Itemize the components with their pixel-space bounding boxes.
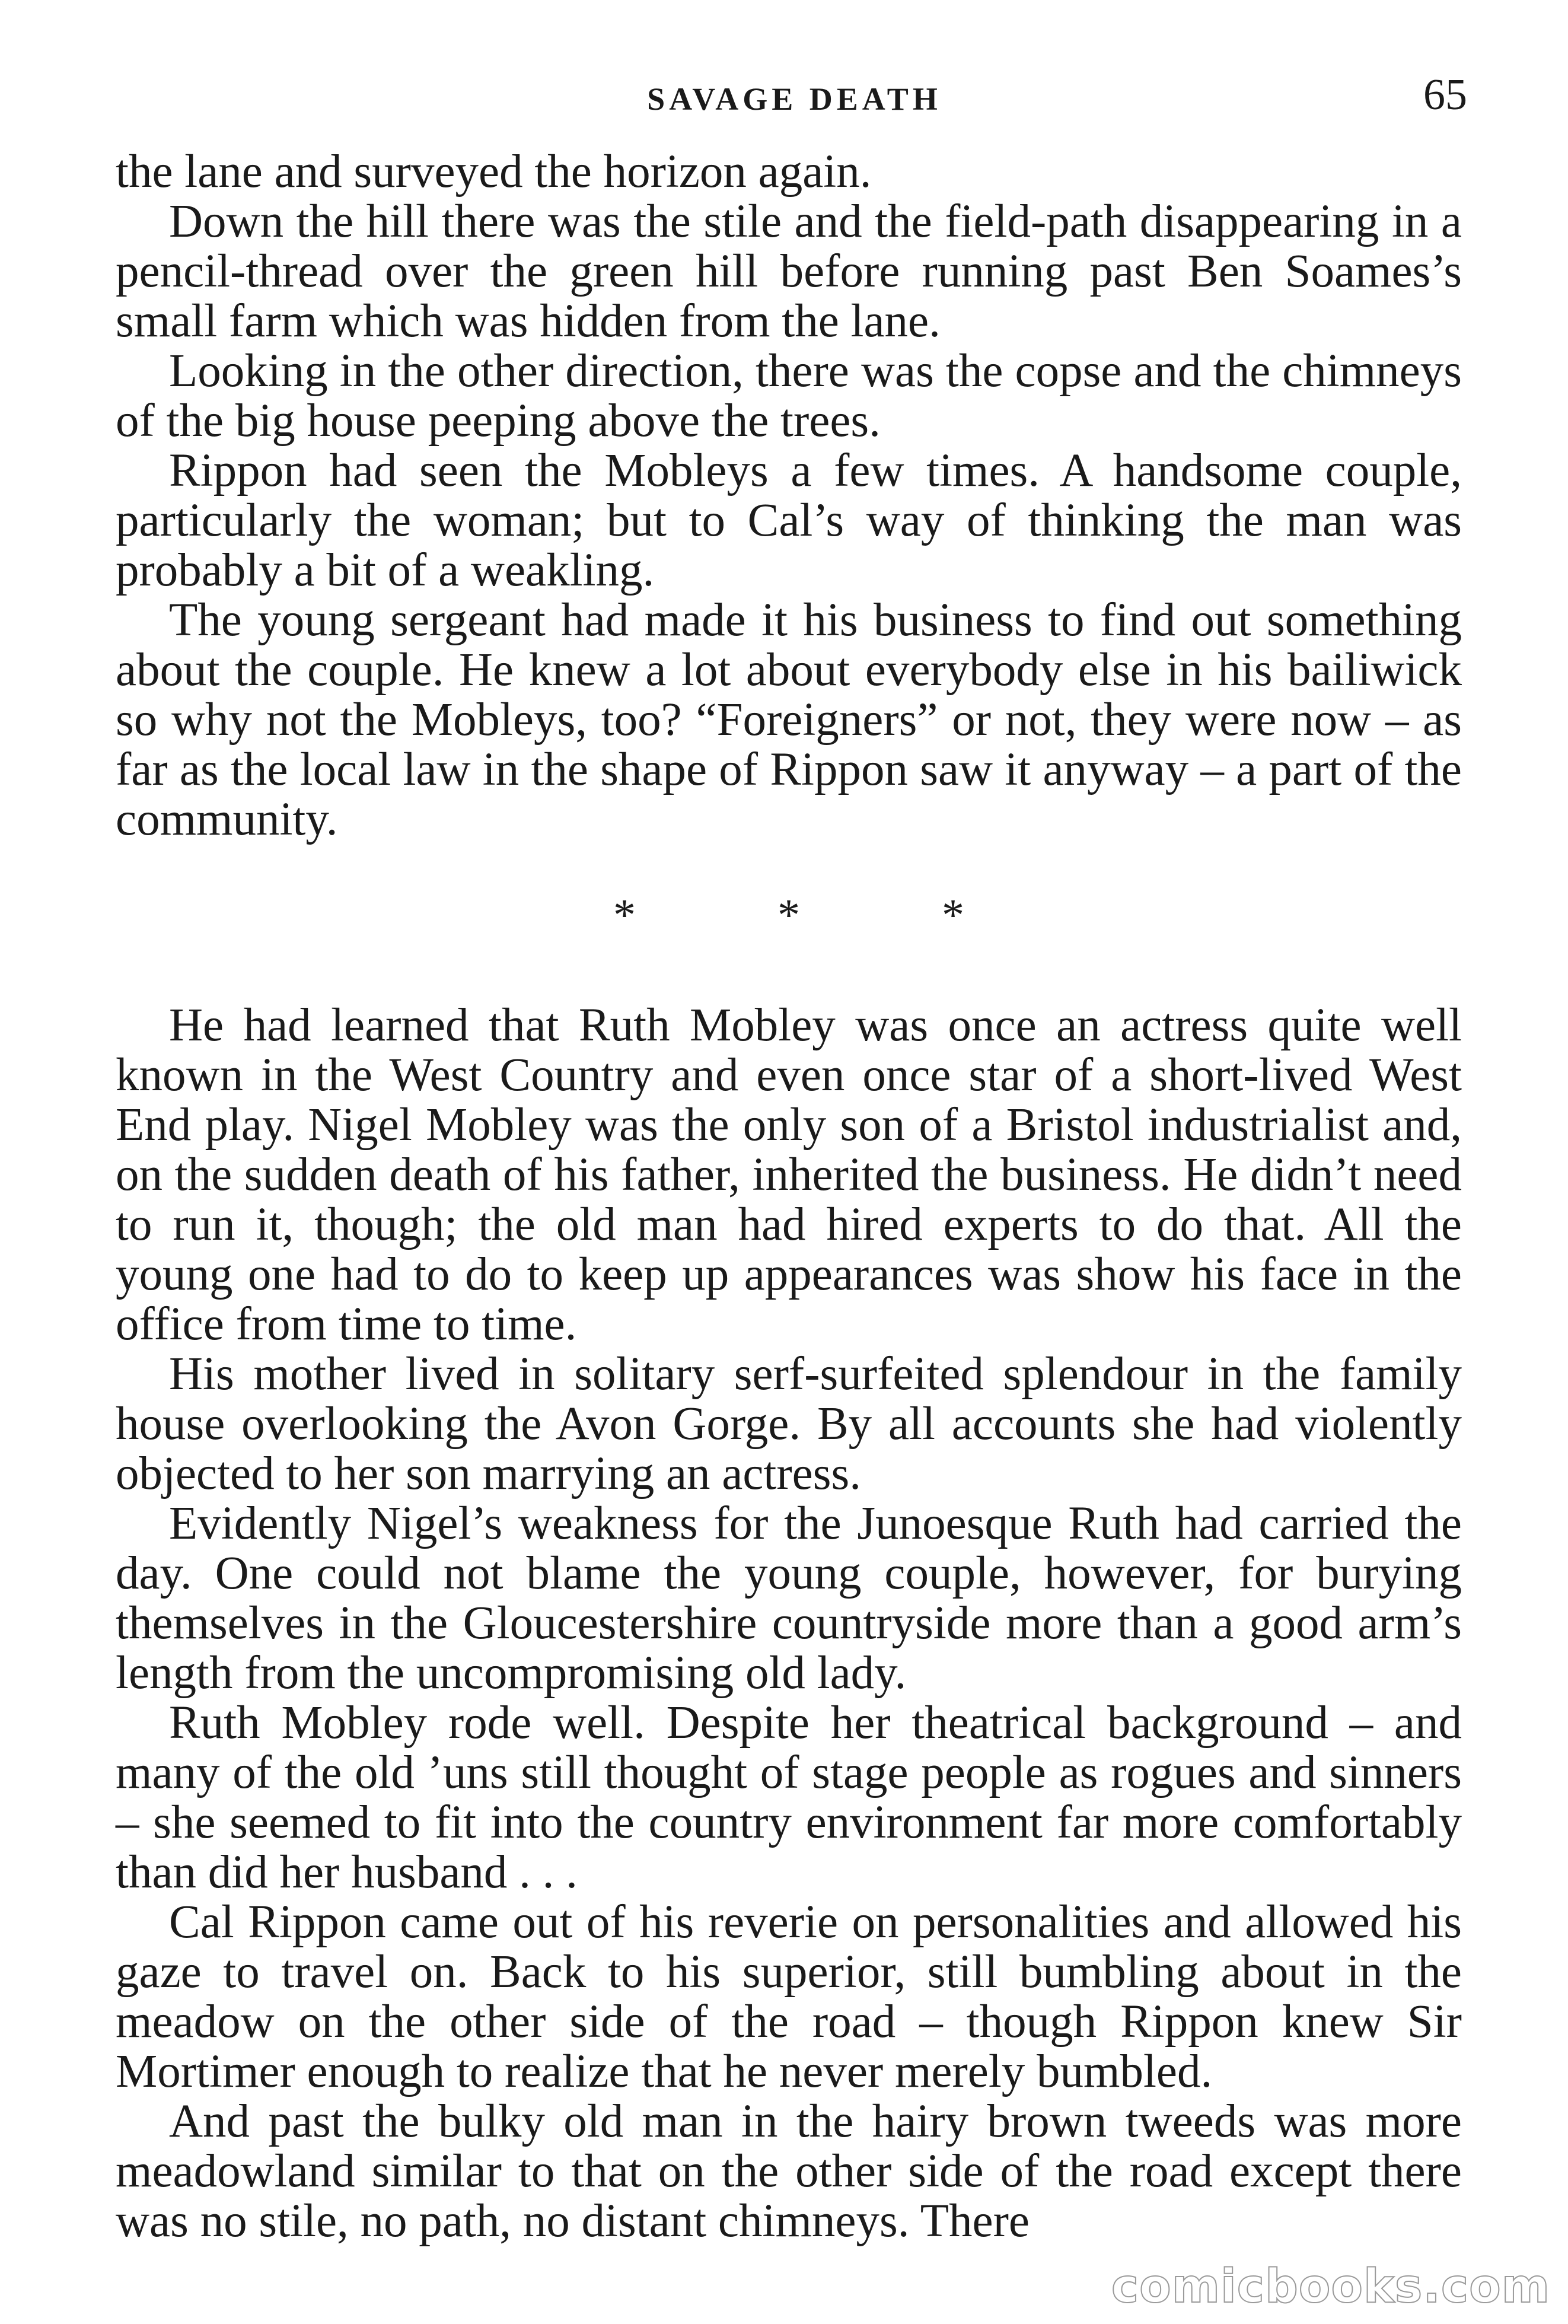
paragraph: The young sergeant had made it his business to find out something about the couple. He knew a lot about everybody else in his bailiwick so why not the Mobleys, too? “Foreigners” or not, they were now – as far as the local law in the shape of Rippon saw it anyway – a part of the community. bbox=[116, 594, 1462, 845]
paragraph: Cal Rippon came out of his reverie on personalities and allowed his gaze to travel on. Back to his superior, still bumbling about in the meadow on the other side of the road – though Rippon knew Sir Mortimer enough to realize that he never merely bumbled. bbox=[116, 1896, 1462, 2097]
running-head bbox=[116, 70, 1473, 129]
text-block-after-break bbox=[116, 1001, 1462, 2246]
paragraph: Ruth Mobley rode well. Despite her theatrical background – and many of the old ’uns still thought of stage people as rogues and sinners – she seemed to fit into the country environment far more comfortably than did her husband . . . bbox=[116, 1697, 1462, 1898]
paragraph: And past the bulky old man in the hairy brown tweeds was more meadowland similar to that on the other side of the road except there was no stile, no path, no distant chimneys. There bbox=[116, 2096, 1462, 2247]
scene-break-asterisk: * bbox=[777, 890, 800, 940]
paragraph: Looking in the other direction, there was the copse and the chimneys of the big house peeping above the trees. bbox=[116, 345, 1462, 447]
paragraph: Rippon had seen the Mobleys a few times. A handsome couple, particularly the woman; but to Cal’s way of thinking the man was probably a bit of a weakling. bbox=[116, 445, 1462, 596]
watermark: comicbooks.com bbox=[1111, 2260, 1550, 2313]
page-number: 65 bbox=[1423, 71, 1467, 119]
scene-break-asterisk: * bbox=[613, 890, 636, 940]
paragraph: He had learned that Ruth Mobley was once an actress quite well known in the West Country and even once star of a short-lived West End play. Nigel Mobley was the only son of a Bristol industrialist and, on the sudden death of his father, inherited the business. He didn’t need to run it, though; the old man had hired experts to do that. All the young one had to do to keep up appearances was show his face in the office from time to time. bbox=[116, 999, 1462, 1350]
paragraph: Evidently Nigel’s weakness for the Junoesque Ruth had carried the day. One could not blame the young couple, however, for burying themselves in the Gloucestershire countryside more than a good arm’s length from the uncompromising old lady. bbox=[116, 1498, 1462, 1699]
paragraph: His mother lived in solitary serf-surfeited splendour in the family house overlooking the Avon Gorge. By all accounts she had violently objected to her son marrying an actress. bbox=[116, 1348, 1462, 1500]
paragraph: Down the hill there was the stile and the field-path disappearing in a pencil-thread over the green hill before running past Ben Soames’s small farm which was hidden from the lane. bbox=[116, 196, 1462, 347]
running-title: SAVAGE DEATH bbox=[647, 81, 942, 117]
paragraph: the lane and surveyed the horizon again. bbox=[116, 146, 872, 198]
scene-break bbox=[116, 890, 1462, 941]
text-block-before-break bbox=[116, 147, 1462, 845]
scene-break-asterisk: * bbox=[942, 890, 964, 940]
